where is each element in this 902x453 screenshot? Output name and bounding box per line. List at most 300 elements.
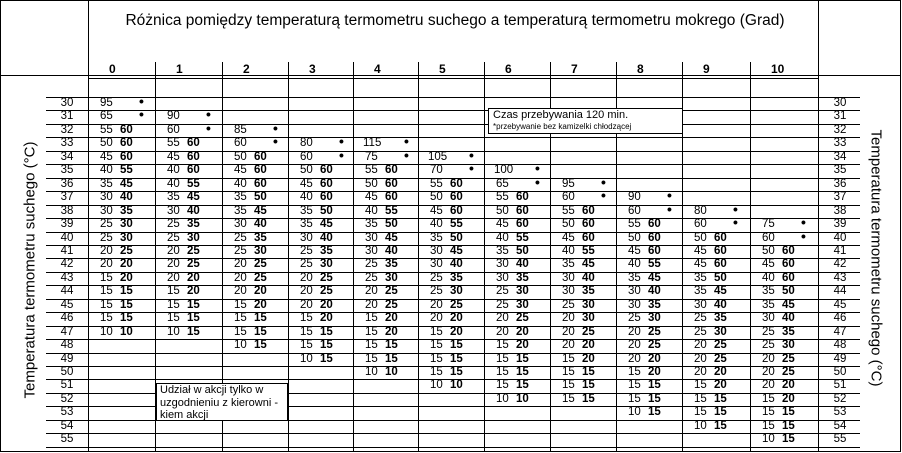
time-with-vest-value: 15 (365, 325, 378, 338)
time-without-vest-value: 55 (648, 258, 661, 271)
no-limit-marker: • (404, 146, 409, 163)
time-with-vest-value: 45 (430, 204, 443, 217)
row-label-right: 42 (833, 258, 847, 271)
time-with-vest-value: 30 (762, 312, 775, 325)
time-without-vest-value: 60 (120, 150, 133, 163)
time-with-vest-value: 15 (234, 298, 247, 311)
time-without-vest-value: 60 (320, 191, 333, 204)
time-with-vest-value: 50 (430, 191, 443, 204)
time-without-vest-value: 20 (648, 366, 661, 378)
row-label-right: 44 (833, 285, 847, 298)
time-without-vest-value: 35 (782, 325, 795, 338)
time-without-vest-value: 60 (385, 191, 398, 204)
time-with-vest-value: 15 (496, 352, 509, 365)
time-with-vest-value: 15 (694, 392, 707, 405)
time-with-vest-value: 75 (762, 218, 775, 231)
time-without-vest-value: 20 (385, 325, 398, 338)
time-without-vest-value: 30 (450, 285, 463, 298)
time-with-vest-value: 20 (628, 339, 641, 352)
row-label-left: 37 (60, 191, 74, 204)
row-label-right: 51 (833, 379, 847, 392)
time-without-vest-value: 30 (320, 258, 333, 271)
time-without-vest-value: 25 (714, 339, 727, 352)
row-label-left: 48 (60, 339, 74, 352)
time-without-vest-value: 25 (782, 366, 795, 378)
time-without-vest-value: 15 (385, 352, 398, 365)
row-label-left: 38 (60, 204, 74, 217)
time-with-vest-value: 70 (430, 164, 443, 177)
row-label-right: 53 (833, 406, 847, 419)
time-without-vest-value: 20 (385, 312, 398, 325)
time-with-vest-value: 20 (167, 258, 180, 271)
time-with-vest-value: 25 (430, 271, 443, 284)
consultation-note-line: Udział w akcji tylko w (160, 384, 264, 396)
time-with-vest-value: 15 (430, 325, 443, 338)
column-header-3: 3 (309, 62, 316, 76)
time-with-vest-value: 20 (430, 312, 443, 325)
time-without-vest-value: 25 (254, 258, 267, 271)
time-with-vest-value: 50 (100, 137, 113, 150)
time-without-vest-value: 15 (516, 352, 529, 365)
table-title: Różnica pomiędzy temperaturą termometru suchego a temperaturą termometru mokrego (Grad) (125, 12, 785, 29)
time-with-vest-value: 50 (562, 218, 575, 231)
no-limit-marker: • (601, 187, 606, 204)
consultation-note (156, 383, 288, 421)
time-with-vest-value: 80 (300, 137, 313, 150)
time-without-vest-value: 35 (187, 218, 200, 231)
row-label-right: 40 (833, 231, 847, 244)
time-with-vest-value: 50 (628, 231, 641, 244)
time-without-vest-value: 45 (254, 204, 267, 217)
row-label-right: 45 (833, 298, 847, 311)
time-with-vest-value: 30 (430, 244, 443, 257)
time-without-vest-value: 60 (648, 244, 661, 257)
time-with-vest-value: 10 (628, 406, 641, 419)
time-with-vest-value: 90 (628, 191, 641, 204)
time-with-vest-value: 10 (694, 419, 707, 432)
time-without-vest-value: 15 (187, 325, 200, 338)
time-with-vest-value: 25 (100, 231, 113, 244)
time-without-vest-value: 60 (516, 204, 529, 217)
row-label-left: 54 (60, 419, 74, 432)
time-with-vest-value: 25 (234, 231, 247, 244)
consultation-note-line: uzgodnieniu z kierowni - (160, 396, 279, 409)
time-with-vest-value: 25 (365, 258, 378, 271)
time-with-vest-value: 20 (365, 285, 378, 298)
time-with-vest-value: 105 (428, 150, 448, 163)
time-without-vest-value: 30 (582, 312, 595, 325)
row-label-right: 52 (833, 392, 847, 405)
time-without-vest-value: 20 (320, 312, 333, 325)
time-without-vest-value: 40 (582, 271, 595, 284)
time-without-vest-value: 15 (320, 352, 333, 365)
row-label-left: 49 (60, 352, 74, 365)
no-limit-marker: • (667, 187, 672, 204)
time-with-vest-value: 15 (430, 352, 443, 365)
time-with-vest-value: 10 (300, 352, 313, 365)
right-axis-title: Temperatura termometru suchego (°C) (867, 129, 885, 387)
time-with-vest-value: 60 (694, 218, 707, 231)
time-with-vest-value: 15 (562, 366, 575, 378)
time-with-vest-value: 30 (100, 204, 113, 217)
time-without-vest-value: 30 (120, 231, 133, 244)
time-with-vest-value: 15 (430, 366, 443, 378)
time-without-vest-value: 35 (582, 285, 595, 298)
row-label-right: 46 (833, 312, 847, 325)
time-with-vest-value: 10 (167, 325, 180, 338)
time-without-vest-value: 20 (582, 339, 595, 352)
time-without-vest-value: 25 (120, 244, 133, 257)
time-with-vest-value: 40 (365, 204, 378, 217)
time-with-vest-value: 30 (562, 285, 575, 298)
time-with-vest-value: 30 (365, 244, 378, 257)
time-without-vest-value: 20 (120, 258, 133, 271)
time-with-vest-value: 15 (100, 298, 113, 311)
grid-line (88, 78, 818, 79)
time-without-vest-value: 60 (582, 218, 595, 231)
time-without-vest-value: 15 (582, 366, 595, 378)
time-without-vest-value: 60 (714, 231, 727, 244)
column-header-0: 0 (109, 62, 116, 76)
time-without-vest-value: 20 (320, 298, 333, 311)
time-without-vest-value: 15 (648, 379, 661, 392)
time-without-vest-value: 25 (320, 271, 333, 284)
time-with-vest-value: 35 (300, 218, 313, 231)
time-without-vest-value: 25 (648, 325, 661, 338)
column-header-10: 10 (771, 62, 785, 76)
time-without-vest-value: 10 (450, 379, 463, 392)
time-without-vest-value: 25 (187, 258, 200, 271)
time-with-vest-value: 60 (562, 191, 575, 204)
time-with-vest-value: 35 (430, 231, 443, 244)
time-with-vest-value: 40 (496, 231, 509, 244)
time-without-vest-value: 40 (187, 204, 200, 217)
time-without-vest-value: 30 (782, 339, 795, 352)
time-with-vest-value: 25 (234, 244, 247, 257)
time-with-vest-value: 85 (234, 123, 247, 136)
time-with-vest-value: 20 (300, 271, 313, 284)
time-with-vest-value: 45 (496, 218, 509, 231)
time-with-vest-value: 40 (167, 164, 180, 177)
column-header-9: 9 (703, 62, 710, 76)
time-without-vest-value: 15 (782, 406, 795, 419)
no-limit-marker: • (535, 160, 540, 177)
time-without-vest-value: 10 (120, 325, 133, 338)
time-without-vest-value: 35 (385, 258, 398, 271)
time-without-vest-value: 35 (120, 204, 133, 217)
time-with-vest-value: 15 (100, 285, 113, 298)
time-without-vest-value: 60 (648, 231, 661, 244)
time-with-vest-value: 20 (628, 352, 641, 365)
row-label-left: 44 (60, 285, 74, 298)
time-with-vest-value: 55 (430, 177, 443, 190)
time-with-vest-value: 40 (762, 271, 775, 284)
time-with-vest-value: 25 (762, 325, 775, 338)
time-without-vest-value: 35 (648, 298, 661, 311)
time-without-vest-value: 20 (187, 285, 200, 298)
time-with-vest-value: 15 (694, 379, 707, 392)
column-header-7: 7 (571, 62, 578, 76)
time-without-vest-value: 55 (450, 218, 463, 231)
time-with-vest-value: 25 (694, 312, 707, 325)
row-label-left: 36 (60, 177, 74, 190)
time-without-vest-value: 20 (516, 325, 529, 338)
time-without-vest-value: 15 (714, 406, 727, 419)
time-without-vest-value: 30 (516, 298, 529, 311)
time-without-vest-value: 35 (516, 271, 529, 284)
time-with-vest-value: 15 (762, 419, 775, 432)
row-label-left: 43 (60, 271, 74, 284)
time-with-vest-value: 55 (365, 164, 378, 177)
time-without-vest-value: 30 (254, 244, 267, 257)
time-with-vest-value: 15 (628, 379, 641, 392)
no-limit-marker: • (404, 133, 409, 150)
time-with-vest-value: 20 (694, 352, 707, 365)
time-without-vest-value: 10 (516, 392, 529, 405)
time-with-vest-value: 15 (762, 392, 775, 405)
time-without-vest-value: 20 (254, 298, 267, 311)
time-without-vest-value: 20 (120, 271, 133, 284)
time-with-vest-value: 15 (430, 339, 443, 352)
time-with-vest-value: 30 (496, 271, 509, 284)
time-without-vest-value: 30 (582, 298, 595, 311)
time-with-vest-value: 35 (762, 285, 775, 298)
time-without-vest-value: 45 (385, 231, 398, 244)
time-without-vest-value: 40 (648, 285, 661, 298)
time-without-vest-value: 40 (254, 218, 267, 231)
time-with-vest-value: 15 (496, 366, 509, 378)
time-without-vest-value: 15 (648, 406, 661, 419)
time-with-vest-value: 15 (562, 392, 575, 405)
time-without-vest-value: 15 (516, 366, 529, 378)
time-without-vest-value: 25 (516, 312, 529, 325)
time-with-vest-value: 45 (365, 191, 378, 204)
row-label-right: 54 (833, 419, 847, 432)
time-without-vest-value: 25 (385, 298, 398, 311)
time-without-vest-value: 50 (254, 191, 267, 204)
time-without-vest-value: 15 (320, 339, 333, 352)
time-with-vest-value: 15 (167, 312, 180, 325)
time-with-vest-value: 55 (100, 123, 113, 136)
time-with-vest-value: 30 (234, 218, 247, 231)
row-label-right: 41 (833, 244, 847, 257)
time-without-vest-value: 55 (385, 204, 398, 217)
time-with-vest-value: 15 (100, 271, 113, 284)
time-without-vest-value: 30 (648, 312, 661, 325)
row-label-left: 39 (60, 218, 74, 231)
time-with-vest-value: 15 (496, 339, 509, 352)
row-label-left: 33 (60, 137, 74, 150)
row-label-right: 34 (833, 150, 847, 163)
time-with-vest-value: 35 (100, 177, 113, 190)
left-axis-title: Temperatura termometru suchego (°C) (21, 141, 39, 399)
row-label-right: 36 (833, 177, 847, 190)
row-label-right: 31 (833, 110, 847, 123)
time-without-vest-value: 60 (187, 150, 200, 163)
time-with-vest-value: 40 (562, 244, 575, 257)
no-limit-marker: • (733, 214, 738, 231)
time-without-vest-value: 35 (714, 312, 727, 325)
time-with-vest-value: 80 (694, 204, 707, 217)
time-without-vest-value: 20 (187, 271, 200, 284)
time-without-vest-value: 15 (385, 339, 398, 352)
row-label-left: 46 (60, 312, 74, 325)
time-without-vest-value: 45 (714, 285, 727, 298)
time-with-vest-value: 15 (365, 312, 378, 325)
time-with-vest-value: 20 (234, 271, 247, 284)
time-with-vest-value: 15 (762, 406, 775, 419)
time-without-vest-value: 20 (782, 379, 795, 392)
time-without-vest-value: 55 (582, 244, 595, 257)
time-with-vest-value: 40 (300, 191, 313, 204)
time-with-vest-value: 25 (300, 244, 313, 257)
time-without-vest-value: 30 (385, 271, 398, 284)
time-without-vest-value: 25 (187, 244, 200, 257)
time-without-vest-value: 15 (120, 312, 133, 325)
time-with-vest-value: 15 (167, 285, 180, 298)
time-without-vest-value: 45 (450, 244, 463, 257)
time-with-vest-value: 30 (628, 298, 641, 311)
column-header-4: 4 (374, 62, 381, 76)
time-with-vest-value: 35 (234, 191, 247, 204)
time-with-vest-value: 25 (496, 285, 509, 298)
time-without-vest-value: 15 (187, 298, 200, 311)
time-with-vest-value: 15 (300, 312, 313, 325)
time-without-vest-value: 15 (187, 312, 200, 325)
time-without-vest-value: 25 (582, 325, 595, 338)
time-without-vest-value: 40 (516, 258, 529, 271)
time-with-vest-value: 50 (762, 244, 775, 257)
time-without-vest-value: 60 (516, 191, 529, 204)
time-without-vest-value: 40 (120, 191, 133, 204)
time-with-vest-value: 15 (300, 339, 313, 352)
time-with-vest-value: 20 (694, 366, 707, 378)
time-with-vest-value: 15 (100, 312, 113, 325)
time-with-vest-value: 30 (365, 231, 378, 244)
time-with-vest-value: 100 (494, 164, 514, 177)
time-without-vest-value: 60 (385, 177, 398, 190)
exposure-time-text: Czas przebywania 120 min. (493, 109, 629, 121)
time-with-vest-value: 25 (762, 339, 775, 352)
time-with-vest-value: 15 (300, 325, 313, 338)
time-without-vest-value: 15 (120, 285, 133, 298)
time-without-vest-value: 45 (582, 258, 595, 271)
no-limit-marker: • (339, 133, 344, 150)
time-with-vest-value: 25 (365, 271, 378, 284)
grid-line (46, 433, 860, 434)
time-with-vest-value: 20 (562, 312, 575, 325)
time-without-vest-value: 60 (320, 177, 333, 190)
time-with-vest-value: 20 (762, 379, 775, 392)
time-without-vest-value: 25 (648, 339, 661, 352)
time-without-vest-value: 60 (450, 191, 463, 204)
time-with-vest-value: 45 (694, 258, 707, 271)
time-with-vest-value: 50 (496, 204, 509, 217)
time-without-vest-value: 15 (714, 392, 727, 405)
time-with-vest-value: 20 (100, 258, 113, 271)
time-without-vest-value: 60 (254, 177, 267, 190)
time-with-vest-value: 60 (167, 123, 180, 136)
time-with-vest-value: 35 (167, 191, 180, 204)
no-limit-marker: • (535, 173, 540, 190)
row-label-left: 41 (60, 244, 74, 257)
time-with-vest-value: 15 (365, 352, 378, 365)
consultation-note-line: kiem akcji (160, 409, 209, 421)
time-without-vest-value: 45 (320, 218, 333, 231)
no-limit-marker: • (667, 200, 672, 217)
time-with-vest-value: 20 (234, 258, 247, 271)
time-with-vest-value: 40 (430, 218, 443, 231)
time-with-vest-value: 40 (234, 177, 247, 190)
time-without-vest-value: 15 (254, 339, 267, 352)
time-with-vest-value: 30 (167, 204, 180, 217)
time-with-vest-value: 95 (562, 177, 575, 190)
time-with-vest-value: 20 (300, 285, 313, 298)
row-label-right: 48 (833, 339, 847, 352)
time-with-vest-value: 25 (100, 218, 113, 231)
time-with-vest-value: 25 (167, 231, 180, 244)
time-with-vest-value: 15 (496, 379, 509, 392)
time-with-vest-value: 40 (167, 177, 180, 190)
time-without-vest-value: 15 (254, 325, 267, 338)
time-without-vest-value: 30 (187, 231, 200, 244)
time-with-vest-value: 25 (300, 258, 313, 271)
no-limit-marker: • (273, 119, 278, 136)
time-without-vest-value: 20 (450, 325, 463, 338)
time-with-vest-value: 75 (365, 150, 378, 163)
time-with-vest-value: 55 (562, 204, 575, 217)
no-limit-marker: • (273, 133, 278, 150)
time-with-vest-value: 40 (100, 164, 113, 177)
time-without-vest-value: 55 (187, 177, 200, 190)
time-with-vest-value: 35 (694, 271, 707, 284)
no-limit-marker: • (206, 106, 211, 123)
time-with-vest-value: 30 (100, 191, 113, 204)
time-with-vest-value: 35 (300, 204, 313, 217)
row-label-right: 37 (833, 191, 847, 204)
time-without-vest-value: 10 (385, 366, 398, 378)
time-with-vest-value: 15 (167, 298, 180, 311)
time-without-vest-value: 60 (120, 137, 133, 150)
time-without-vest-value: 15 (648, 392, 661, 405)
time-with-vest-value: 30 (430, 258, 443, 271)
row-label-left: 32 (60, 123, 74, 136)
time-without-vest-value: 60 (782, 258, 795, 271)
time-with-vest-value: 25 (694, 325, 707, 338)
time-with-vest-value: 45 (694, 244, 707, 257)
time-with-vest-value: 35 (496, 244, 509, 257)
time-with-vest-value: 20 (562, 325, 575, 338)
row-label-left: 52 (60, 392, 74, 405)
time-with-vest-value: 10 (762, 433, 775, 446)
time-without-vest-value: 60 (450, 204, 463, 217)
time-with-vest-value: 30 (496, 258, 509, 271)
time-with-vest-value: 20 (167, 271, 180, 284)
time-with-vest-value: 25 (167, 218, 180, 231)
row-label-left: 31 (60, 110, 74, 123)
time-with-vest-value: 60 (300, 150, 313, 163)
time-without-vest-value: 60 (582, 231, 595, 244)
row-label-left: 42 (60, 258, 74, 271)
time-with-vest-value: 20 (365, 298, 378, 311)
time-without-vest-value: 60 (254, 164, 267, 177)
time-without-vest-value: 15 (782, 433, 795, 446)
time-without-vest-value: 30 (516, 285, 529, 298)
time-with-vest-value: 20 (430, 298, 443, 311)
time-without-vest-value: 15 (120, 298, 133, 311)
row-label-left: 50 (60, 366, 74, 378)
time-with-vest-value: 20 (167, 244, 180, 257)
